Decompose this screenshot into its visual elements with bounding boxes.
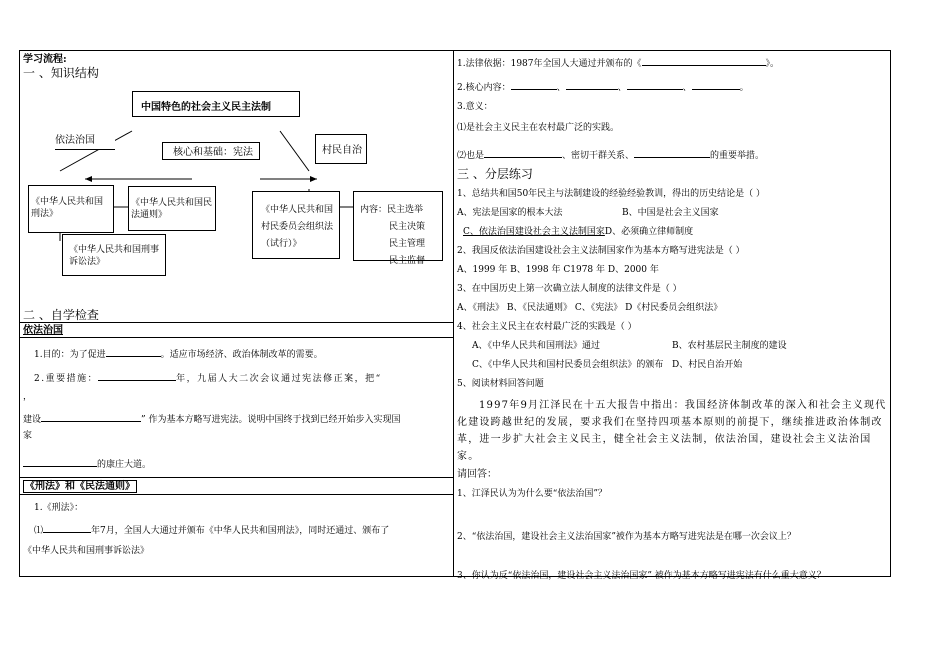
q2-blank-year[interactable] [98, 371, 176, 381]
q2-line1 [34, 371, 382, 385]
diagram-core-label: 核心和基础：宪法 [173, 147, 253, 158]
practice-q5: 5、阅读材料回答问题 [457, 379, 544, 389]
section-divider-2 [20, 337, 453, 338]
q2-prefix: 2.重要措施： [34, 374, 99, 384]
q2-line2: ， [23, 392, 33, 402]
xingfa-1-prefix: ⑴ [34, 526, 44, 536]
r-core-blank-2[interactable] [566, 80, 618, 90]
xingfa-item-1 [34, 523, 389, 537]
section-divider-4 [20, 494, 453, 495]
practice-q1-A: A、宪法是国家的根本大法 [457, 208, 563, 218]
r-significance-2 [457, 148, 764, 162]
r-l1-blank[interactable] [642, 56, 766, 66]
practice-q3: 3、在中国历史上第一次确立法人制度的法律文件是（ ） [457, 284, 682, 294]
q2-line5-suffix: 的康庄大道。 [97, 460, 152, 470]
diagram-top-box [132, 91, 300, 117]
q2-blank-road[interactable] [23, 457, 97, 467]
practice-q4-A: A、《中华人民共和国刑法》通过 [472, 341, 601, 351]
content-line-4: 民主监督 [389, 256, 426, 266]
worksheet-table [19, 50, 891, 581]
q1-suffix: 。适应市场经济、政治体制改革的需要。 [160, 350, 323, 360]
r-core-blank-1[interactable] [511, 80, 557, 90]
practice-q1: 1、总结共和国50年民主与法制建设的经验经验教训，得出的历史结论是（ ） [457, 189, 766, 199]
q1-prefix: 1.目的：为了促进 [34, 350, 106, 360]
r-significance-1: ⑴是社会主义民主在农村最广泛的实践。 [457, 123, 620, 133]
section-self-check: 二 、自学检查 [23, 308, 99, 322]
q2-line4: 家 [23, 431, 33, 441]
diagram-left-label: 依法治国 [55, 135, 95, 146]
diagram-top-label: 中国特色的社会主义民主法制 [141, 102, 271, 113]
q2-blank-strategy[interactable] [41, 412, 141, 422]
diagram-law-criminal [28, 185, 114, 233]
content-line-1: 内容：民主选举 [360, 205, 424, 215]
xingfa-item-2: 《中华人民共和国刑事诉讼法》 [23, 546, 150, 556]
r-s2-mid: 、密切干群关系、 [562, 151, 635, 161]
q2-line3-prefix: 建设 [23, 415, 42, 425]
practice-q1-D: D、必须确立律师制度 [604, 227, 694, 237]
r-significance: 3.意义： [457, 102, 493, 112]
q1 [34, 347, 323, 361]
reading-material: 1997年9月江泽民在十五大报告中指出：我国经济体制改革的深入和社会主义现代化建设跨越世纪的发展，要求我们在坚持四项基本原则的前提下，继续推进政治体制改革，进一步扩大社会主义民主，健全社会主义法制，依法治国，建设社会主义法治国家。 [457, 400, 887, 462]
r-l1-prefix: 1.法律依据：1987年全国人大通过并颁布的《 [457, 59, 642, 69]
r-law-basis [457, 56, 779, 70]
diagram-content-box [353, 191, 443, 266]
diagram-law-civil [128, 186, 216, 231]
practice-q1-B: B、中国是社会主义国家 [622, 208, 719, 218]
section-divider-3 [20, 477, 453, 478]
practice-q3-options: A、《刑法》 B、《民法通则》 C、《宪法》 D《村民委员会组织法》 [457, 303, 723, 313]
r-core-blank-4[interactable] [692, 80, 740, 90]
xingfa-blank-year[interactable] [43, 523, 91, 533]
column-divider [453, 51, 454, 576]
answer-label: 请回答： [457, 469, 497, 480]
xingfa-1-suffix: 年7月，全国人大通过并颁布《中华人民共和国刑法》，同时还通过、颁布了 [91, 526, 390, 536]
law-village-label: 《中华人民共和国村民委员会组织法（试行）》 [261, 205, 334, 249]
diagram-right-label: 村民自治 [322, 145, 362, 156]
content-line-3: 民主管理 [389, 239, 426, 249]
r-l2-label: 2.核心内容： [457, 83, 511, 93]
practice-q4-C: C、《中华人民共和国村民委员会组织法》的颁布 [472, 360, 664, 370]
subhead-criminal-civil [23, 480, 137, 493]
practice-q4: 4、社会主义民主在农村最广泛的实践是（ ） [457, 322, 637, 332]
q2-line5 [23, 457, 151, 471]
practice-q1-CD [463, 226, 693, 238]
law-criminal-label: 《中华人民共和国刑法》 [31, 197, 104, 219]
answer-q2: 2、“依法治国，建设社会主义法治国家”被作为基本方略写进宪法是在哪一次会议上？ [457, 532, 796, 542]
xingfa-heading: 1.《刑法》： [34, 503, 84, 513]
q2-line3 [23, 412, 400, 426]
r-core-blank-3[interactable] [627, 80, 683, 90]
answer-q1: 1、江泽民认为为什么要“依法治国”？ [457, 489, 607, 499]
r-s2-blank-2[interactable] [634, 148, 710, 158]
law-procedure-label: 《中华人民共和国刑事诉讼法》 [69, 245, 160, 267]
q1-blank[interactable] [106, 347, 161, 357]
law-civil-label: 《中华人民共和国民法通则》 [131, 198, 213, 220]
r-s2-blank-1[interactable] [484, 148, 562, 158]
diagram-law-village [252, 191, 340, 259]
flow-title: 学习流程: [23, 54, 67, 65]
practice-q4-D: D、村民自治开始 [672, 360, 743, 370]
practice-q1-C: C、依法治国建设社会主义法制国家 [463, 227, 605, 237]
diagram-right-node [315, 134, 367, 164]
content-line-2: 民主决策 [389, 222, 426, 232]
practice-q2: 2、我国反依法治国建设社会主义法制国家作为基本方略写进宪法是（ ） [457, 246, 745, 256]
q2-mid: 年，九届人大二次会议通过宪法修正案，把“ [176, 374, 382, 384]
r-s2-prefix: ⑵也是 [457, 151, 485, 161]
r-l1-suffix: 》。 [765, 59, 780, 69]
q2-line3-suffix: ” 作为基本方略写进宪法。说明中国终于找到已经开始步入实现国 [141, 415, 401, 425]
section-divider-1 [20, 322, 453, 323]
subhead-criminal-civil-label: 《刑法》和《民法通则》 [25, 481, 135, 492]
subhead-rule-of-law: 依法治国 [23, 325, 63, 336]
diagram-law-procedure [62, 234, 166, 276]
r-s2-suffix: 的重要举措。 [710, 151, 765, 161]
answer-q3: 3、你认为反“依法治国，建设社会主义法治国家” 被作为基本方略写进宪法有什么重大意义？ [457, 571, 826, 581]
section-practice: 三 、分层练习 [457, 167, 533, 181]
diagram-core-box [162, 142, 260, 160]
diagram-left-node [55, 134, 115, 150]
practice-q4-B: B、农村基层民主制度的建设 [672, 341, 787, 351]
section-knowledge-structure: 一 、知识结构 [23, 66, 99, 80]
practice-q2-options: A、1999 年 B、1998 年 C1978 年 D、2000 年 [457, 265, 659, 275]
r-core-content: 2.核心内容： 、 、 、 。 [457, 80, 749, 94]
